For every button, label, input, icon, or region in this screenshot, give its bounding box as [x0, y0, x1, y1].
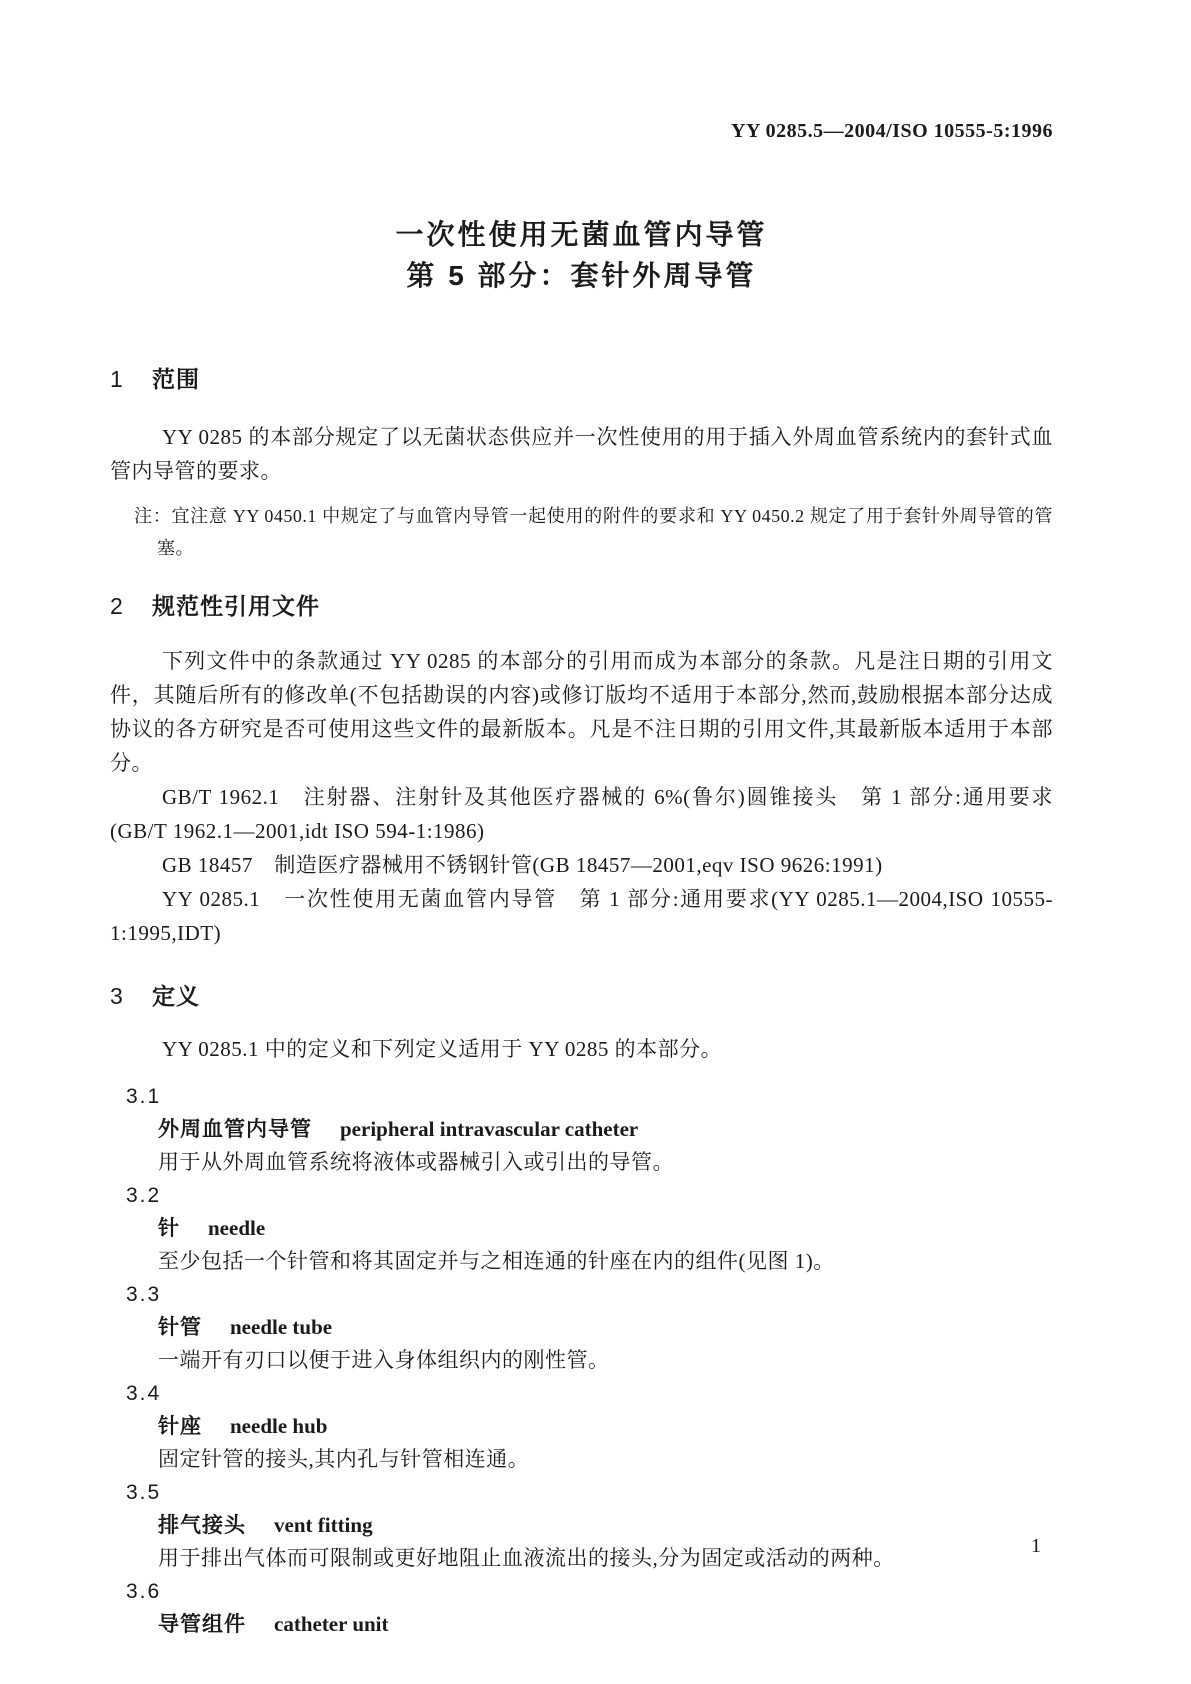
reference-item: GB 18457 制造医疗器械用不锈钢针管(GB 18457—2001,eqv ISO 9626:1991) [162, 853, 883, 877]
section-refs-title: 规范性引用文件 [152, 593, 320, 619]
definition-number: 3.6 [126, 1580, 162, 1603]
defs-intro-paragraph: YY 0285.1 中的定义和下列定义适用于 YY 0285 的本部分。 [162, 1037, 723, 1061]
normative-references-list [110, 780, 1053, 950]
definition-text: 用于排出气体而可限制或更好地阻止血液流出的接头,分为固定或活动的两种。 [158, 1546, 895, 1570]
definition-number: 3.3 [126, 1283, 162, 1306]
definition-term-en: needle [208, 1216, 266, 1240]
definition-item [110, 1575, 1053, 1641]
section-defs-title: 定义 [152, 983, 200, 1009]
definition-item [110, 1080, 1053, 1179]
reference-item: YY 0285.1 一次性使用无菌血管内导管 第 1 部分:通用要求(YY 0285.1—2004,ISO 10555-1:1995,IDT) [110, 887, 1053, 945]
definition-term-en: needle hub [230, 1414, 328, 1438]
definition-term [110, 1410, 1053, 1443]
definition-term-cn: 外周血管内导管 [158, 1118, 312, 1141]
standard-number-header: YY 0285.5—2004/ISO 10555-5:1996 [731, 120, 1053, 142]
definition-item [110, 1377, 1053, 1476]
definition-term [110, 1113, 1053, 1146]
definition-item [110, 1278, 1053, 1377]
definition-term [110, 1608, 1053, 1641]
definition-text: 用于从外周血管系统将液体或器械引入或引出的导管。 [158, 1150, 674, 1174]
definition-term-cn: 针 [158, 1217, 180, 1240]
definition-term-cn: 导管组件 [158, 1613, 246, 1636]
definition-number: 3.5 [126, 1481, 162, 1504]
definition-item [110, 1179, 1053, 1278]
definition-term-en: peripheral intravascular catheter [340, 1117, 639, 1141]
definition-term-cn: 排气接头 [158, 1514, 246, 1537]
definition-text: 一端开有刃口以便于进入身体组织内的刚性管。 [158, 1348, 610, 1372]
definition-term [110, 1212, 1053, 1245]
definition-term-en: needle tube [230, 1315, 333, 1339]
definition-number: 3.2 [126, 1184, 162, 1207]
definition-number: 3.4 [126, 1382, 162, 1405]
definition-item [110, 1476, 1053, 1575]
definition-number: 3.1 [126, 1085, 162, 1108]
definition-term [110, 1311, 1053, 1344]
section-defs-heading [110, 983, 1053, 1009]
document-title [110, 214, 1053, 296]
definition-term-en: catheter unit [274, 1612, 389, 1636]
section-scope-number: 1 [110, 366, 124, 392]
definition-term-cn: 针管 [158, 1316, 202, 1339]
definition-term-en: vent fitting [274, 1513, 373, 1537]
reference-item: GB/T 1962.1 注射器、注射针及其他医疗器械的 6%(鲁尔)圆锥接头 第 1 部分:通用要求(GB/T 1962.1—2001,idt ISO 594-1:1986) [110, 785, 1053, 843]
refs-paragraph: 下列文件中的条款通过 YY 0285 的本部分的引用而成为本部分的条款。凡是注日期的引用文件，其随后所有的修改单(不包括勘误的内容)或修订版均不适用于本部分,然而,鼓励根据本部分达成协议的各方研究是否可使用这些文件的最新版本。凡是不注日期的引用文件,其最新版本适用于本部分。 [110, 649, 1053, 775]
scope-paragraph: YY 0285 的本部分规定了以无菌状态供应并一次性使用的用于插入外周血管系统内的套针式血管内导管的要求。 [110, 425, 1053, 483]
page-number: 1 [1031, 1535, 1041, 1557]
section-refs-heading [110, 593, 1053, 619]
section-defs-number: 3 [110, 983, 124, 1009]
document-title-line1: 一次性使用无菌血管内导管 [395, 219, 768, 250]
section-refs-number: 2 [110, 593, 124, 619]
section-scope-heading [110, 366, 1053, 392]
definition-text: 至少包括一个针管和将其固定并与之相连通的针座在内的组件(见图 1)。 [158, 1249, 835, 1273]
definition-term-cn: 针座 [158, 1415, 202, 1438]
definition-term [110, 1509, 1053, 1542]
section-scope-title: 范围 [152, 366, 200, 392]
definition-text: 固定针管的接头,其内孔与针管相连通。 [158, 1447, 530, 1471]
scope-note: 注：宜注意 YY 0450.1 中规定了与血管内导管一起使用的附件的要求和 YY 0450.2 规定了用于套针外周导管的管塞。 [134, 506, 1053, 558]
document-title-line2: 第 5 部分：套针外周导管 [406, 260, 757, 291]
definitions-list [110, 1080, 1053, 1641]
